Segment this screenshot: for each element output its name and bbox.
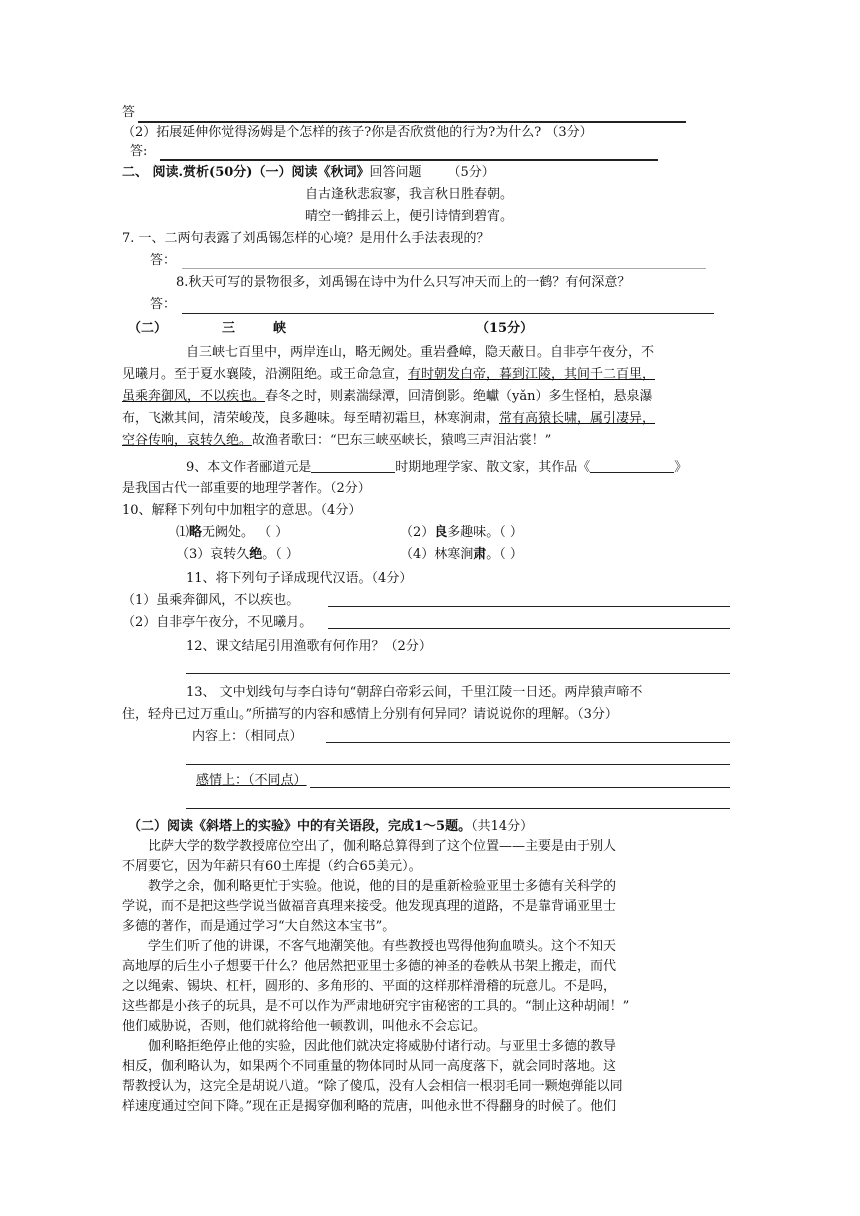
answer-line[interactable] <box>326 742 730 743</box>
passage-line: 之以绳索、锡块、杠杆，圆形的、多角形的、平面的这样那样滑稽的玩意儿。不是吗， <box>122 979 617 994</box>
question-9: 9、本文作者郦道元是 时期地理学家、散文家，其作品《 》 <box>186 460 688 475</box>
question-11-2: （2）自非亭午夜分，不见曦月。 <box>122 615 313 630</box>
passage-line: 样速度通过空间下降。”现在正是揭穿伽利略的荒唐，叫他永世不得翻身的时候了。他们 <box>122 1099 617 1114</box>
answer-line[interactable] <box>182 313 714 314</box>
question-12: 12、课文结尾引用渔歌有何作用？（2分） <box>186 639 432 654</box>
passage-line: 自三峡七百里中，两岸连山，略无阙处。重岩叠嶂，隐天蔽日。自非亭午夜分，不 <box>186 345 655 360</box>
answer-line[interactable] <box>186 764 730 765</box>
passage-title: 三 峡 <box>222 321 287 336</box>
answer-label: 答: <box>130 144 148 159</box>
answer-line[interactable] <box>186 808 730 809</box>
question-13: 13、 文中划线句与李白诗句“朝辞白帝彩云间，千里江陵一日还。两岸猿声啼不 <box>186 685 643 700</box>
passage-line: 帮教授认为，这完全是胡说八道。“除了傻瓜，没有人会相信一根羽毛同一颗炮弹能以同 <box>122 1079 623 1094</box>
question-10-3: （3）哀转久绝。（ ） <box>176 547 299 562</box>
answer-label: 答： <box>150 297 177 312</box>
passage-line: 高地厚的后生小子想要干什么？他居然把亚里士多德的神圣的卷帙从书架上搬走，而代 <box>122 959 617 974</box>
question-10-2: （2）良多趣味。（ ） <box>400 525 523 540</box>
passage-line: 空谷传响，哀转久绝。故渔者歌曰：“巴东三峡巫峡长，猿鸣三声泪沾裳！” <box>122 433 552 448</box>
answer-label: 答： <box>150 253 177 268</box>
passage-line: 伽利略拒绝停止他的实验，因此他们就决定将威胁付诸行动。与亚里士多德的教导 <box>148 1039 617 1054</box>
passage-line: 相反，伽利略认为，如果两个不同重量的物体同时从同一高度落下，就会同时落地。这 <box>122 1059 617 1074</box>
passage-line: 多德的著作，而是通过学习“大自然这本宝书”。 <box>122 919 396 934</box>
answer-line[interactable] <box>138 121 686 123</box>
passage-line: 这些都是小孩子的玩具，是不可以作为严肃地研究宇宙秘密的工具的。“制止这种胡闹！” <box>122 999 630 1014</box>
question-7: 7. 一、二两句表露了刘禹锡怎样的心境？是用什么手法表现的？ <box>122 231 490 246</box>
section-score: （15分） <box>476 321 534 336</box>
answer-line[interactable] <box>328 606 730 607</box>
answer-line[interactable] <box>186 673 730 674</box>
content-label: 内容上：（相同点） <box>192 729 303 744</box>
poem-line-2: 晴空一鹤排云上，便引诗情到碧宵。 <box>305 209 514 224</box>
answer-line[interactable] <box>182 268 706 269</box>
passage-line: 不屑要它，因为年薪只有60土库提（约合65美元）。 <box>122 859 422 874</box>
answer-label: 答 <box>122 105 136 120</box>
passage-line: 教学之余，伽利略更忙于实验。他说，他的目的是重新检验亚里士多德有关科学的 <box>148 879 617 894</box>
question-11: 11、将下列句子译成现代汉语。（4分） <box>186 571 413 586</box>
passage-line: 学生们听了他的讲课，不客气地潮笑他。有些教授也骂得他狗血喷头。这个不知天 <box>148 939 617 954</box>
answer-line[interactable] <box>160 159 658 161</box>
answer-line[interactable] <box>310 787 730 788</box>
answer-line[interactable] <box>328 628 730 629</box>
poem-line-1: 自古逢秋悲寂寥，我言秋日胜春朝。 <box>305 187 514 202</box>
question-11-1: （1）虽乘奔御风，不以疾也。 <box>122 593 300 608</box>
section-number: （二） <box>128 321 168 336</box>
question-8: 8.秋天可写的景物很多，刘禹锡在诗中为什么只写冲天而上的一鹤？有何深意？ <box>176 275 631 290</box>
passage-line: 见曦月。至于夏水襄陵，沿溯阻绝。或王命急宣，有时朝发白帝，暮到江陵，其间千二百里， <box>122 367 656 382</box>
question-2: （2）拓展延伸你觉得汤姆是个怎样的孩子?你是否欣赏他的行为?为什么? （3分） <box>122 125 593 140</box>
question-9-tail: 是我国古代一部重要的地理学著作。（2分） <box>122 481 371 496</box>
question-13-tail: 住，轻舟已过万重山。”所描写的内容和感情上分别有何异同？请说说你的理解。（3分） <box>122 707 618 722</box>
passage-line: 学说，而不是把这些学说当做福音真理来接受。他发现真理的道路，不是靠背诵亚里士 <box>122 899 617 914</box>
passage-line: 布，飞漱其间，清荣峻茂，良多趣味。每至晴初霜旦，林寒涧肃，常有高猿长啸，属引凄异， <box>122 411 656 426</box>
question-10-4: （4）林寒涧肃。（ ） <box>400 547 523 562</box>
section-heading: （二）阅读《斜塔上的实验》中的有关语段，完成1～5题。（共14分） <box>128 819 534 834</box>
feeling-label: 感情上：（不同点） <box>196 773 307 788</box>
passage-line: 比萨大学的数学教授席位空出了，伽利略总算得到了这个位置——主要是由于别人 <box>148 839 617 854</box>
question-10: 10、解释下列句中加粗字的意思。（4分） <box>122 503 362 518</box>
question-10-1: ⑴略无阙处。 （ ） <box>176 525 289 540</box>
passage-line: 虽乘奔御风，不以疾也。春冬之时，则素湍绿潭，回清倒影。绝巘（yǎn）多生怪柏，悬泉瀑 <box>122 389 653 404</box>
passage-line: 他们威胁说，否则，他们就将给他一顿教训，叫他永不会忘记。 <box>122 1019 487 1034</box>
section-heading: 二、 阅读.赏析(50分)（一）阅读《秋词》回答问题 （5分） <box>122 165 495 180</box>
